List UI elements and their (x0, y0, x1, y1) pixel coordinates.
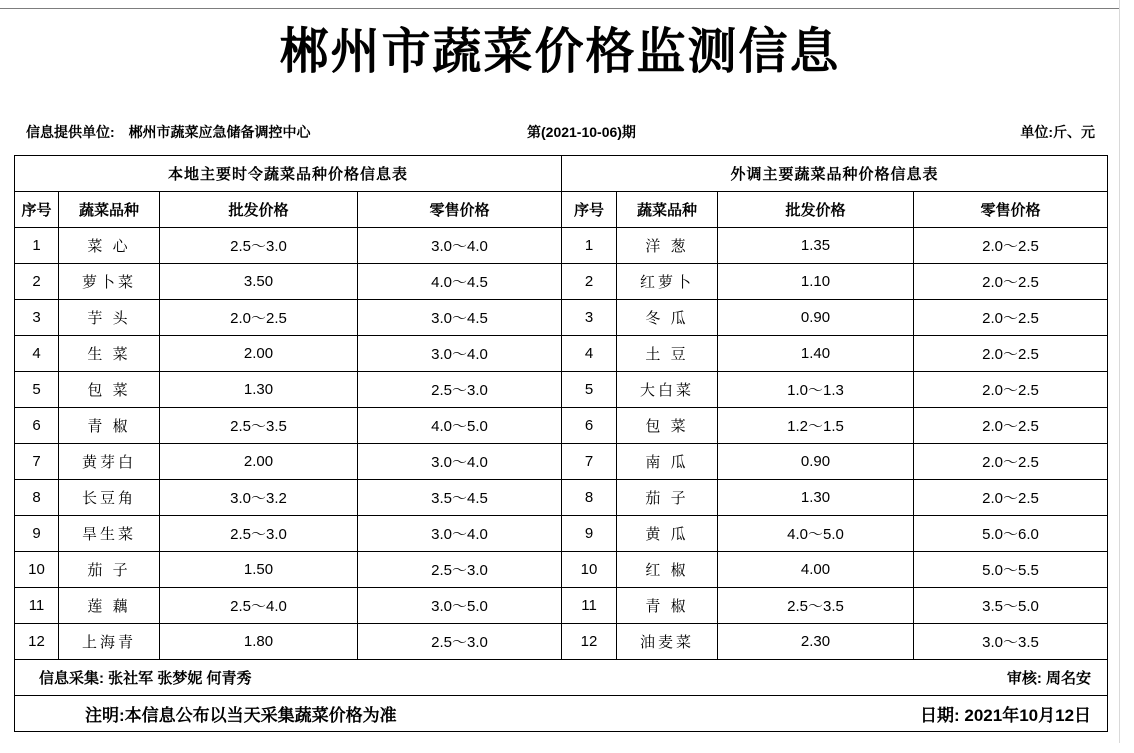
imported-row-retail: 2.0～2.5 (914, 408, 1108, 444)
local-row-no: 7 (15, 444, 59, 480)
top-divider (0, 8, 1134, 9)
imported-row-no: 4 (562, 336, 617, 372)
local-row-name: 长豆角 (59, 480, 160, 516)
local-col-no: 序号 (15, 192, 59, 228)
imported-col-retail: 零售价格 (914, 192, 1108, 228)
local-row-name: 青 椒 (59, 408, 160, 444)
imported-row-no: 5 (562, 372, 617, 408)
local-row-no: 4 (15, 336, 59, 372)
table-row (15, 336, 1108, 372)
local-row-wholesale: 1.30 (160, 372, 358, 408)
auditor-value: 周名安 (1046, 670, 1092, 687)
local-row-retail: 2.5～3.0 (358, 624, 562, 660)
imported-row-retail: 3.0～3.5 (914, 624, 1108, 660)
imported-row-name: 冬 瓜 (617, 300, 718, 336)
table-row (15, 588, 1108, 624)
local-row-wholesale: 1.80 (160, 624, 358, 660)
imported-col-wholesale: 批发价格 (718, 192, 914, 228)
collector-label: 信息采集: (39, 670, 104, 687)
local-row-no: 8 (15, 480, 59, 516)
imported-row-wholesale: 0.90 (718, 444, 914, 480)
note-text: 注明:本信息公布以当天采集蔬菜价格为准 (85, 706, 397, 725)
local-row-retail: 3.0～4.0 (358, 228, 562, 264)
table-row (15, 300, 1108, 336)
local-row-no: 10 (15, 552, 59, 588)
imported-row-no: 7 (562, 444, 617, 480)
imported-row-name: 红萝卜 (617, 264, 718, 300)
local-row-retail: 2.5～3.0 (358, 552, 562, 588)
local-col-wholesale: 批发价格 (160, 192, 358, 228)
imported-row-no: 1 (562, 228, 617, 264)
local-row-name: 茄 子 (59, 552, 160, 588)
local-row-wholesale: 2.5～3.0 (160, 228, 358, 264)
collector-info (39, 667, 252, 688)
local-row-retail: 3.0～4.0 (358, 444, 562, 480)
auditor-info (1007, 667, 1091, 688)
local-row-name: 旱生菜 (59, 516, 160, 552)
local-row-retail: 3.5～4.5 (358, 480, 562, 516)
local-row-retail: 4.0～5.0 (358, 408, 562, 444)
local-row-wholesale: 2.5～3.0 (160, 516, 358, 552)
imported-row-retail: 2.0～2.5 (914, 264, 1108, 300)
local-row-name: 芋 头 (59, 300, 160, 336)
table-row (15, 480, 1108, 516)
table-row (15, 408, 1108, 444)
table-row (15, 444, 1108, 480)
right-margin (1119, 0, 1134, 753)
auditor-label: 审核: (1006, 670, 1042, 687)
local-row-retail: 3.0～5.0 (358, 588, 562, 624)
table-row (15, 264, 1108, 300)
info-provider-label: 信息提供单位: (26, 124, 115, 140)
imported-row-no: 2 (562, 264, 617, 300)
local-row-no: 3 (15, 300, 59, 336)
imported-row-wholesale: 2.30 (718, 624, 914, 660)
local-col-name: 蔬菜品种 (59, 192, 160, 228)
imported-row-name: 土 豆 (617, 336, 718, 372)
section-heading-row (15, 156, 1108, 192)
local-row-name: 菜 心 (59, 228, 160, 264)
note-row (15, 696, 1108, 732)
local-row-no: 12 (15, 624, 59, 660)
collector-audit-cell (15, 660, 1108, 696)
local-col-retail: 零售价格 (358, 192, 562, 228)
price-tables (14, 155, 1108, 732)
imported-row-name: 青 椒 (617, 588, 718, 624)
imported-row-retail: 2.0～2.5 (914, 444, 1108, 480)
local-row-no: 5 (15, 372, 59, 408)
info-provider-value: 郴州市蔬菜应急储备调控中心 (128, 124, 311, 140)
imported-row-no: 11 (562, 588, 617, 624)
imported-row-no: 12 (562, 624, 617, 660)
table-row (15, 372, 1108, 408)
local-row-name: 萝卜菜 (59, 264, 160, 300)
local-row-wholesale: 2.00 (160, 336, 358, 372)
imported-row-no: 8 (562, 480, 617, 516)
imported-row-wholesale: 4.00 (718, 552, 914, 588)
imported-row-name: 茄 子 (617, 480, 718, 516)
date-value: 2021年10月12日 (964, 706, 1092, 725)
imported-row-no: 3 (562, 300, 617, 336)
imported-row-wholesale: 1.10 (718, 264, 914, 300)
local-table-heading: 本地主要时令蔬菜品种价格信息表 (15, 156, 562, 192)
local-row-no: 9 (15, 516, 59, 552)
local-row-name: 上海青 (59, 624, 160, 660)
imported-col-no: 序号 (562, 192, 617, 228)
imported-row-name: 黄 瓜 (617, 516, 718, 552)
local-row-name: 黄芽白 (59, 444, 160, 480)
imported-row-wholesale: 4.0～5.0 (718, 516, 914, 552)
local-row-wholesale: 1.50 (160, 552, 358, 588)
imported-row-retail: 2.0～2.5 (914, 480, 1108, 516)
price-unit: 单位:斤、元 (1020, 124, 1095, 140)
local-row-no: 11 (15, 588, 59, 624)
bottom-margin (0, 743, 1134, 753)
imported-row-wholesale: 1.30 (718, 480, 914, 516)
imported-row-name: 南 瓜 (617, 444, 718, 480)
local-row-retail: 3.0～4.0 (358, 516, 562, 552)
local-row-wholesale: 2.00 (160, 444, 358, 480)
local-row-wholesale: 2.0～2.5 (160, 300, 358, 336)
date-label: 日期: (919, 706, 960, 725)
local-row-no: 1 (15, 228, 59, 264)
local-row-wholesale: 3.0～3.2 (160, 480, 358, 516)
imported-row-name: 油麦菜 (617, 624, 718, 660)
report-period: 第(2021-10-06)期 (527, 124, 636, 140)
imported-row-retail: 2.0～2.5 (914, 300, 1108, 336)
local-row-retail: 2.5～3.0 (358, 372, 562, 408)
imported-row-no: 9 (562, 516, 617, 552)
imported-row-no: 10 (562, 552, 617, 588)
imported-row-name: 洋 葱 (617, 228, 718, 264)
local-row-no: 2 (15, 264, 59, 300)
imported-row-wholesale: 1.40 (718, 336, 914, 372)
meta-row (0, 120, 1120, 146)
note-date-cell (15, 696, 1108, 732)
local-row-retail: 3.0～4.5 (358, 300, 562, 336)
table-row (15, 624, 1108, 660)
imported-row-retail: 2.0～2.5 (914, 372, 1108, 408)
local-row-retail: 4.0～4.5 (358, 264, 562, 300)
table-row (15, 228, 1108, 264)
collector-row (15, 660, 1108, 696)
local-row-wholesale: 2.5～3.5 (160, 408, 358, 444)
imported-row-name: 大白菜 (617, 372, 718, 408)
imported-table-heading: 外调主要蔬菜品种价格信息表 (562, 156, 1108, 192)
imported-row-retail: 5.0～5.5 (914, 552, 1108, 588)
local-row-wholesale: 2.5～4.0 (160, 588, 358, 624)
imported-row-wholesale: 1.2～1.5 (718, 408, 914, 444)
table-row (15, 552, 1108, 588)
column-header-row (15, 192, 1108, 228)
imported-row-retail: 2.0～2.5 (914, 336, 1108, 372)
imported-row-name: 红 椒 (617, 552, 718, 588)
local-row-name: 生 菜 (59, 336, 160, 372)
collector-value: 张社军 张梦妮 何青秀 (108, 670, 252, 687)
imported-row-wholesale: 1.0～1.3 (718, 372, 914, 408)
table-row (15, 516, 1108, 552)
imported-row-wholesale: 1.35 (718, 228, 914, 264)
info-provider (26, 122, 311, 142)
imported-row-no: 6 (562, 408, 617, 444)
imported-row-retail: 5.0～6.0 (914, 516, 1108, 552)
local-row-wholesale: 3.50 (160, 264, 358, 300)
date-info (920, 701, 1091, 726)
imported-row-retail: 2.0～2.5 (914, 228, 1108, 264)
imported-row-wholesale: 2.5～3.5 (718, 588, 914, 624)
imported-row-name: 包 菜 (617, 408, 718, 444)
imported-row-retail: 3.5～5.0 (914, 588, 1108, 624)
local-row-name: 莲 藕 (59, 588, 160, 624)
page-title: 郴州市蔬菜价格监测信息 (279, 22, 841, 80)
imported-row-wholesale: 0.90 (718, 300, 914, 336)
imported-col-name: 蔬菜品种 (617, 192, 718, 228)
local-row-name: 包 菜 (59, 372, 160, 408)
local-row-retail: 3.0～4.0 (358, 336, 562, 372)
local-row-no: 6 (15, 408, 59, 444)
